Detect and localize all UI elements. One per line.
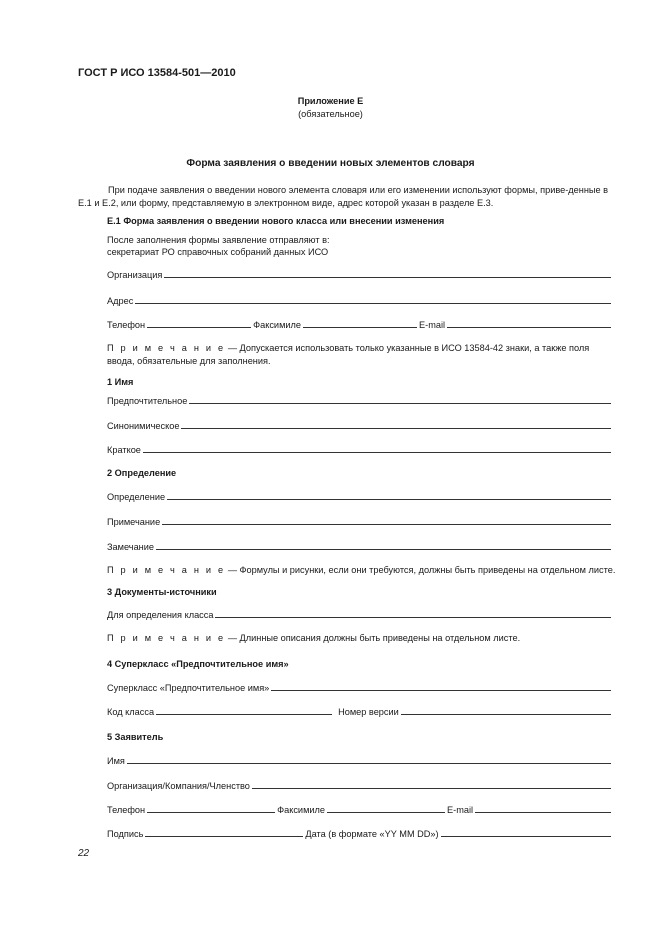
note-2-label: П р и м е ч а н и е bbox=[107, 565, 226, 575]
note-field[interactable] bbox=[162, 523, 611, 525]
email-label: E-mail bbox=[419, 320, 446, 330]
preferred-field[interactable] bbox=[189, 402, 611, 404]
remark-label: Замечание bbox=[107, 542, 154, 552]
superclass-field[interactable] bbox=[271, 689, 611, 691]
applicant-fax-label: Факсимиле bbox=[277, 805, 325, 815]
date-field[interactable] bbox=[441, 835, 611, 837]
applicant-name-field[interactable] bbox=[127, 762, 611, 764]
superclass-row bbox=[107, 681, 613, 693]
version-field[interactable] bbox=[401, 713, 611, 715]
version-label: Номер версии bbox=[338, 707, 399, 717]
org-label: Организация bbox=[107, 270, 163, 280]
phone-field[interactable] bbox=[147, 326, 251, 328]
note-3 bbox=[107, 633, 520, 643]
signature-label: Подпись bbox=[107, 829, 144, 839]
definition-row bbox=[107, 490, 613, 502]
note-row bbox=[107, 515, 613, 527]
email-field[interactable] bbox=[447, 326, 611, 328]
definition-field[interactable] bbox=[167, 498, 611, 500]
synonym-field[interactable] bbox=[181, 427, 611, 429]
address-label: Адрес bbox=[107, 296, 134, 306]
preferred-row bbox=[107, 394, 613, 406]
send-line-1: После заполнения формы заявление отправляют в: bbox=[107, 235, 330, 245]
annex-status: (обязательное) bbox=[298, 109, 363, 119]
signature-field[interactable] bbox=[145, 835, 303, 837]
intro-paragraph bbox=[78, 184, 615, 209]
section-4-heading: 4 Суперкласс «Предпочтительное имя» bbox=[107, 659, 289, 669]
intro-text: При подаче заявления о введении нового элемента словаря или его изменении используют формы, приве-денные в Е.1 и Е.2, или форму, представляемую в электронном виде, адрес которой указан в разделе Е.3. bbox=[78, 185, 609, 208]
applicant-name-label: Имя bbox=[107, 756, 125, 766]
applicant-org-row bbox=[107, 779, 613, 791]
document-header: ГОСТ Р ИСО 13584-501—2010 bbox=[78, 67, 236, 79]
applicant-fax-field[interactable] bbox=[327, 811, 445, 813]
note-2 bbox=[107, 565, 615, 575]
applicant-email-field[interactable] bbox=[475, 811, 611, 813]
applicant-org-label: Организация/Компания/Членство bbox=[107, 781, 250, 791]
applicant-email-label: E-mail bbox=[447, 805, 474, 815]
send-line-2: секретариат РО справочных собраний данных ИСО bbox=[107, 247, 329, 257]
applicant-name-row bbox=[107, 754, 613, 766]
synonym-label: Синонимическое bbox=[107, 421, 180, 431]
page-number: 22 bbox=[78, 848, 90, 859]
note-1-text: — Допускается использовать только указанные в ИСО 13584-42 знаки, а также поля ввода, обязательные для заполнения. bbox=[107, 343, 590, 366]
class-code-field[interactable] bbox=[156, 713, 332, 715]
note-1-label: П р и м е ч а н и е bbox=[107, 343, 226, 353]
remark-row bbox=[107, 540, 613, 552]
note-2-text: — Формулы и рисунки, если они требуются, должны быть приведены на отдельном листе. bbox=[225, 565, 616, 575]
short-field[interactable] bbox=[143, 451, 611, 453]
fax-label: Факсимиле bbox=[253, 320, 301, 330]
section-3-heading: 3 Документы-источники bbox=[107, 587, 217, 597]
note-3-label: П р и м е ч а н и е bbox=[107, 633, 226, 643]
section-1-heading: 1 Имя bbox=[107, 377, 134, 387]
preferred-label: Предпочтительное bbox=[107, 396, 188, 406]
org-row bbox=[107, 268, 613, 280]
applicant-contact-row bbox=[107, 803, 613, 815]
contact-row bbox=[107, 318, 613, 330]
note-3-text: — Длинные описания должны быть приведены на отдельном листе. bbox=[225, 633, 521, 643]
applicant-phone-field[interactable] bbox=[147, 811, 275, 813]
section-e1-heading: Е.1 Форма заявления о введении нового класса или внесении изменения bbox=[107, 216, 445, 226]
definition-label: Определение bbox=[107, 492, 166, 502]
note-label: Примечание bbox=[107, 517, 161, 527]
for-class-row bbox=[107, 608, 613, 620]
fax-field[interactable] bbox=[303, 326, 417, 328]
note-1 bbox=[107, 342, 615, 367]
remark-field[interactable] bbox=[156, 548, 611, 550]
applicant-org-field[interactable] bbox=[252, 787, 611, 789]
for-class-field[interactable] bbox=[215, 616, 611, 618]
phone-label: Телефон bbox=[107, 320, 146, 330]
org-field[interactable] bbox=[164, 276, 611, 278]
address-field[interactable] bbox=[135, 302, 611, 304]
form-title: Форма заявления о введении новых элементов словаря bbox=[186, 158, 475, 169]
short-row bbox=[107, 443, 613, 455]
synonym-row bbox=[107, 419, 613, 431]
section-2-heading: 2 Определение bbox=[107, 468, 177, 478]
address-row bbox=[107, 294, 613, 306]
superclass-label: Суперкласс «Предпочтительное имя» bbox=[107, 683, 270, 693]
class-code-row bbox=[107, 705, 613, 717]
date-label: Дата (в формате «YY MM DD») bbox=[305, 829, 439, 839]
applicant-phone-label: Телефон bbox=[107, 805, 146, 815]
class-code-label: Код класса bbox=[107, 707, 155, 717]
for-class-label: Для определения класса bbox=[107, 610, 214, 620]
section-5-heading: 5 Заявитель bbox=[107, 732, 164, 742]
signature-row bbox=[107, 827, 613, 839]
annex-title: Приложение Е bbox=[297, 96, 364, 106]
short-label: Краткое bbox=[107, 445, 141, 455]
